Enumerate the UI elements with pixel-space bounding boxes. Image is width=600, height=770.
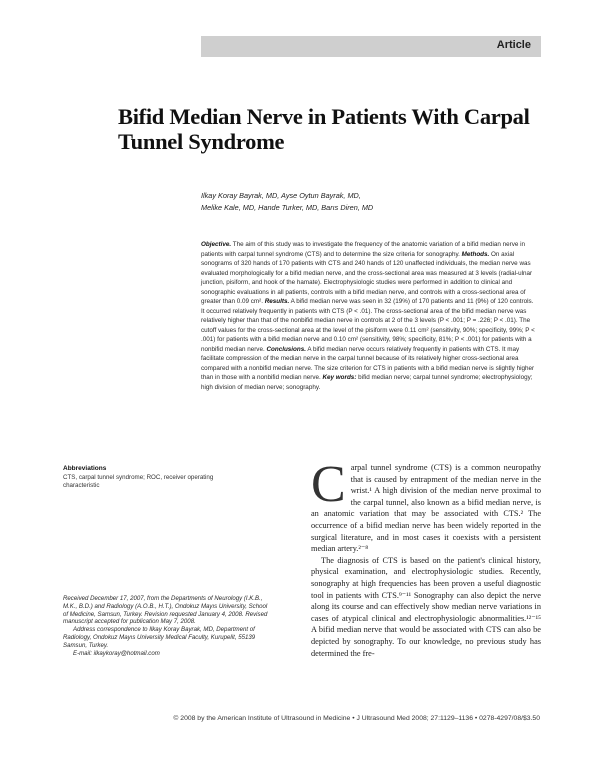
author-line-2: Melike Kale, MD, Hande Turker, MD, Barıs Diren, MD [201,203,374,212]
abbreviations-heading: Abbreviations [63,465,107,472]
abbreviations [63,465,248,491]
paragraph-2: The diagnosis of CTS is based on the patient's clinical history, physical examination, and electrophysiologic studies. Recently, sonography at high frequencies has been proven a useful diagnostic tool in patients with CTS.⁹⁻¹¹ Sonography can also depict the nerve along its course and can effectively show median nerve variations in cases of atypical clinical and electrophysiologic abnormalities.¹²⁻¹⁵ A bifid median nerve that would be associated with CTS can also be depicted by sonography. To our knowledge, no previous study has determined the fre- [311,555,541,658]
paragraph-1 [311,456,541,555]
correspondence-address: Address correspondence to Ilkay Koray Bayrak, MD, Department of Radiology, Ondokuz Mayıs University Medical Faculty, Kurupelit, 55139 Samsun, Turkey. [63,626,256,649]
section-label: Article [496,39,531,51]
body-text [311,456,541,659]
abbreviations-text: CTS, carpal tunnel syndrome; ROC, receiver operating characteristic [63,474,214,490]
results-text: A bifid median nerve was seen in 32 (19%) of 170 patients and 11 (9%) of 120 controls. It occurred relatively frequently in patients with CTS (P < .01). The cross-sectional area of the bifid median nerve was relatively higher than that of the nonbifid median nerve in controls at 2 of the 3 levels (P < .001; P = .226; P < .01). The cutoff values for the cross-sectional area at the level of the pisiform were 0.11 cm² (sensitivity, 90%; specificity, 99%; P < .001) for patients with a bifid median nerve and 0.10 cm² (sensitivity, 98%; specificity, 81%; P < .001) for patients with a nonbifid median nerve. [201,298,535,353]
keywords-label: Key words: [322,374,357,381]
received-dates: Received December 17, 2007, from the Departments of Neurology (I.K.B., M.K., B.D.) and Radiology (A.O.B., H.T.), Ondokuz Mayıs University, School of Medicine, Samsun, Turkey. Revision requested January 4, 2008. Revised manuscript accepted for publication May 7, 2008. [63,595,268,626]
page-footer: © 2008 by the American Institute of Ultrasound in Medicine • J Ultrasound Med 2008; 27:1129–1136 • 0278-4297/08/$3.50 [173,715,540,722]
objective-text: The aim of this study was to investigate the frequency of the anatomic variation of a bifid median nerve in patients with carpal tunnel syndrome (CTS) and to determine the size criteria for sonography. [201,241,526,258]
objective-label: Objective. [201,241,232,248]
section-header-band [201,36,541,57]
article-title: Bifid Median Nerve in Patients With Carpal Tunnel Syndrome [118,104,530,154]
keywords-text: bifid median nerve; carpal tunnel syndrome; electrophysiology; high division of median nerve; sonography. [201,374,533,391]
correspondence-email: E-mail: ilkaykoray@hotmail.com [73,649,160,657]
received-note [63,595,268,657]
author-list [201,190,541,214]
author-line-1: Ilkay Koray Bayrak, MD, Ayse Oytun Bayrak, MD, [201,191,361,200]
drop-cap: C [311,456,346,513]
abstract [201,240,537,392]
paragraph-1-text: arpal tunnel syndrome (CTS) is a common neuropathy that is caused by entrapment of the median nerve in the wrist.¹ A high division of the median nerve proximal to the carpal tunnel, also known as a bifid median nerve, is an anatomic variation that may be associated with CTS.² The occurrence of a bifid median nerve has been widely reported in the surgical literature, and in most cases it coexists with a persistent median artery.²⁻⁸ [311,463,541,554]
conclusions-text: A bifid median nerve occurs relatively frequently in patients with CTS. It may facilitate compression of the median nerve in the carpal tunnel because of its relatively higher cross-sectional area compared with a nonbifid median nerve. The size criterion for CTS in patients with a bifid median nerve is slightly higher than in those with a nonbifid median nerve. [201,345,535,381]
conclusions-label: Conclusions. [266,345,307,353]
results-label: Results. [264,298,290,305]
methods-text: On axial sonograms of 320 hands of 170 patients with CTS and 240 hands of 120 unaffected individuals, the median nerve was evaluated morphologically for a bifid median nerve, and the cross-sectional area was measured at 3 levels (radial-ulnar junction, pisiform, and hook of the hamate). Electrophysiologic studies were performed in addition to clinical and sonographic evaluations in all patients, controls with a bifid median nerve, and controls with a cross-sectional area of greater than 0.09 cm². [201,250,533,305]
methods-label: Methods. [461,250,490,258]
